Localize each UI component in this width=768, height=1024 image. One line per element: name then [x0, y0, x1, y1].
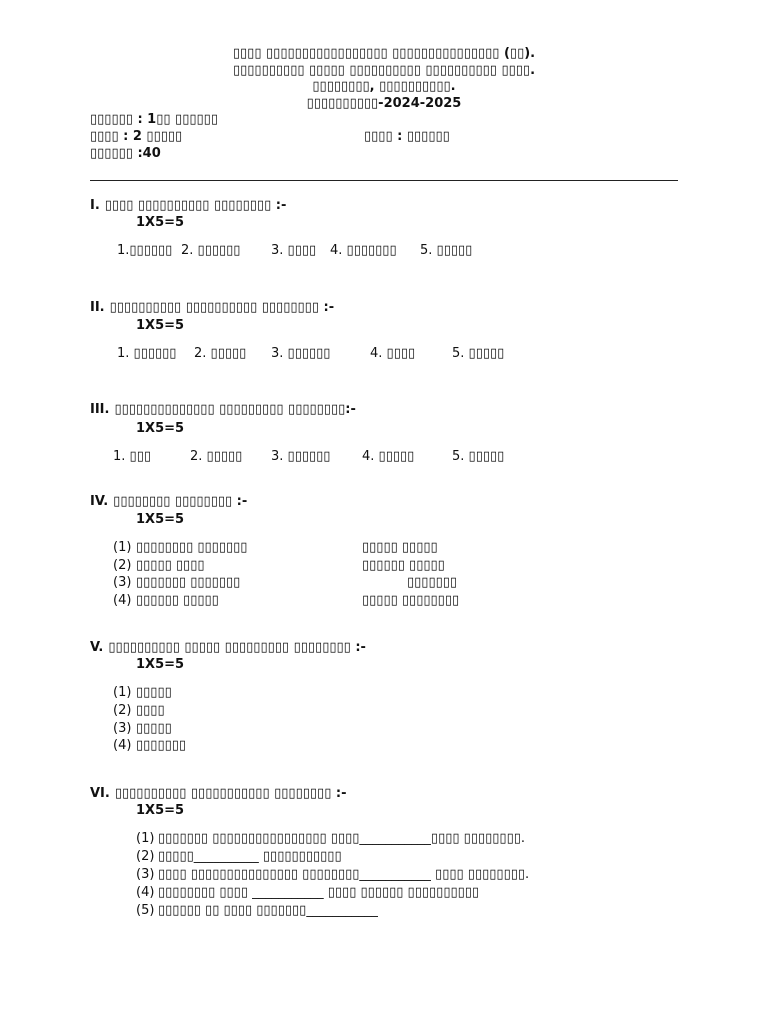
match-number: (3) — [113, 575, 132, 590]
section-numeral: IV. — [90, 494, 109, 509]
section-title: ▯▯▯▯▯▯▯▯▯▯ ▯▯▯▯▯▯▯▯▯▯ ▯▯▯▯▯▯▯▯ :- — [109, 300, 335, 315]
section-marks: 1X5=5 — [136, 803, 185, 818]
class-label: ▯▯▯▯▯▯ : 1▯▯ ▯▯▯▯▯▯ — [90, 112, 218, 127]
question-item: 2. ▯▯▯▯▯▯ — [181, 243, 241, 258]
section-heading — [90, 198, 286, 214]
match-left: ▯▯▯▯▯▯▯ ▯▯▯▯▯▯▯ — [136, 575, 241, 590]
total-marks-label: ▯▯▯▯▯▯ :40 — [90, 146, 161, 161]
fill-blank-item: ▯▯▯▯▯▯▯ ▯▯▯▯▯▯▯▯▯▯▯▯▯▯▯▯ ▯▯▯▯___________▯▯▯▯ ▯▯▯▯▯▯▯▯. — [158, 831, 526, 846]
item-number: (4) — [136, 885, 155, 900]
fill-blank-item: ▯▯▯▯▯▯▯▯ ▯▯▯▯ ___________ ▯▯▯▯ ▯▯▯▯▯▯ ▯▯▯▯▯▯▯▯▯▯ — [158, 885, 480, 900]
question-item: 1. ▯▯▯ — [113, 449, 151, 464]
match-left: ▯▯▯▯▯▯ ▯▯▯▯▯ — [136, 593, 219, 608]
section-marks: 1X5=5 — [136, 215, 185, 230]
academic-year-line: ▯▯▯▯▯▯▯▯▯▯-2024-2025 — [306, 96, 462, 111]
section-numeral: III. — [90, 402, 110, 417]
question-item: 2. ▯▯▯▯▯ — [194, 346, 247, 361]
item-number: (5) — [136, 903, 155, 918]
match-right: ▯▯▯▯▯ ▯▯▯▯▯ — [362, 540, 438, 555]
list-item: ▯▯▯▯▯▯▯ — [136, 738, 187, 753]
section-heading — [90, 300, 334, 316]
list-item: ▯▯▯▯ — [136, 703, 165, 718]
section-title: ▯▯▯▯▯▯▯▯▯▯▯▯▯▯ ▯▯▯▯▯▯▯▯▯ ▯▯▯▯▯▯▯▯:- — [114, 402, 356, 417]
item-number: (2) — [113, 703, 132, 718]
section-numeral: I. — [90, 198, 100, 213]
item-number: (4) — [113, 738, 132, 753]
section-marks: 1X5=5 — [136, 421, 185, 436]
section-heading — [90, 402, 356, 418]
question-item: 1.▯▯▯▯▯▯ — [117, 243, 173, 258]
time-label: ▯▯▯▯ : 2 ▯▯▯▯▯ — [90, 129, 183, 144]
item-number: (1) — [136, 831, 155, 846]
match-left: ▯▯▯▯▯▯▯▯ ▯▯▯▯▯▯▯ — [136, 540, 248, 555]
section-title: ▯▯▯▯ ▯▯▯▯▯▯▯▯▯▯ ▯▯▯▯▯▯▯▯ :- — [104, 198, 287, 213]
section-marks: 1X5=5 — [136, 512, 185, 527]
item-number: (1) — [113, 685, 132, 700]
subject-label: ▯▯▯▯ : ▯▯▯▯▯▯ — [364, 129, 450, 144]
match-left: ▯▯▯▯▯ ▯▯▯▯ — [136, 558, 205, 573]
section-heading — [90, 494, 247, 510]
question-item: 1. ▯▯▯▯▯▯ — [117, 346, 177, 361]
exam-title-line: ▯▯▯▯▯▯▯▯▯▯ ▯▯▯▯▯ ▯▯▯▯▯▯▯▯▯▯ ▯▯▯▯▯▯▯▯▯▯ ▯▯▯▯. — [232, 63, 536, 78]
section-marks: 1X5=5 — [136, 657, 185, 672]
match-right: ▯▯▯▯▯▯ ▯▯▯▯▯ — [362, 558, 445, 573]
section-title: ▯▯▯▯▯▯▯▯▯▯ ▯▯▯▯▯▯▯▯▯▯▯ ▯▯▯▯▯▯▯▯ :- — [114, 786, 347, 801]
section-numeral: VI. — [90, 786, 110, 801]
item-number: (2) — [136, 849, 155, 864]
match-number: (2) — [113, 558, 132, 573]
section-numeral: V. — [90, 640, 104, 655]
list-item: ▯▯▯▯▯ — [136, 721, 172, 736]
section-title: ▯▯▯▯▯▯▯▯ ▯▯▯▯▯▯▯▯ :- — [113, 494, 248, 509]
section-heading — [90, 786, 346, 802]
match-number: (1) — [113, 540, 132, 555]
fill-blank-item: ▯▯▯▯ ▯▯▯▯▯▯▯▯▯▯▯▯▯▯▯ ▯▯▯▯▯▯▯▯___________ ▯▯▯▯ ▯▯▯▯▯▯▯▯. — [158, 867, 530, 882]
location-line: ▯▯▯▯▯▯▯▯, ▯▯▯▯▯▯▯▯▯▯. — [312, 79, 456, 94]
section-marks: 1X5=5 — [136, 318, 185, 333]
question-item: 3. ▯▯▯▯ — [271, 243, 317, 258]
question-item: 3. ▯▯▯▯▯▯ — [271, 449, 331, 464]
question-item: 5. ▯▯▯▯▯ — [420, 243, 473, 258]
question-item: 4. ▯▯▯▯▯▯▯ — [330, 243, 397, 258]
question-item: 3. ▯▯▯▯▯▯ — [271, 346, 331, 361]
question-item: 2. ▯▯▯▯▯ — [190, 449, 243, 464]
question-item: 4. ▯▯▯▯▯ — [362, 449, 415, 464]
section-heading — [90, 640, 366, 656]
match-number: (4) — [113, 593, 132, 608]
fill-blank-item: ▯▯▯▯▯▯ ▯▯ ▯▯▯▯ ▯▯▯▯▯▯▯___________ — [158, 903, 378, 918]
question-item: 4. ▯▯▯▯ — [370, 346, 416, 361]
item-number: (3) — [136, 867, 155, 882]
header-divider — [90, 180, 678, 181]
item-number: (3) — [113, 721, 132, 736]
match-right: ▯▯▯▯▯▯▯ — [407, 575, 458, 590]
section-numeral: II. — [90, 300, 105, 315]
section-title: ▯▯▯▯▯▯▯▯▯▯ ▯▯▯▯▯ ▯▯▯▯▯▯▯▯▯ ▯▯▯▯▯▯▯▯ :- — [108, 640, 366, 655]
school-name-line: ▯▯▯▯ ▯▯▯▯▯▯▯▯▯▯▯▯▯▯▯▯▯ ▯▯▯▯▯▯▯▯▯▯▯▯▯▯▯ (▯▯). — [232, 46, 536, 61]
question-item: 5. ▯▯▯▯▯ — [452, 449, 505, 464]
match-right: ▯▯▯▯▯ ▯▯▯▯▯▯▯▯ — [362, 593, 460, 608]
fill-blank-item: ▯▯▯▯▯__________ ▯▯▯▯▯▯▯▯▯▯▯ — [158, 849, 342, 864]
list-item: ▯▯▯▯▯ — [136, 685, 172, 700]
question-item: 5. ▯▯▯▯▯ — [452, 346, 505, 361]
